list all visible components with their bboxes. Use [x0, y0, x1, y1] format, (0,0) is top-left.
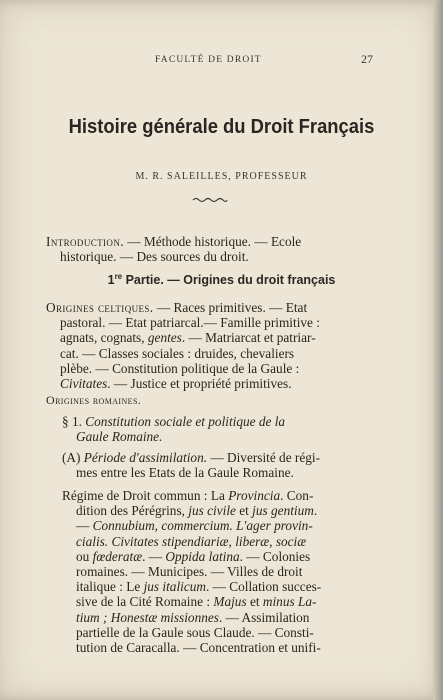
- origines-celtiques-label: Origines celtiques.: [46, 300, 154, 315]
- regime-line-10: partielle de la Gaule sous Claude. — Consti-: [76, 624, 314, 640]
- origines-romaines-heading: [46, 392, 141, 408]
- regime-line-7: italique : Le jus italicum. — Collation succes-: [76, 579, 322, 595]
- regime-line-11: tution de Caracalla. — Concentration et unifi-: [76, 640, 321, 656]
- celtiques-line-5: plèbe. — Constitution politique de la Gaule :: [60, 360, 300, 376]
- regime-line-2: dition des Pérégrins, jus civile et jus gentium.: [76, 503, 318, 519]
- celtiques-line-1: — Races primitives. — Etat: [153, 300, 308, 315]
- section-title-line-1: Constitution sociale et politique de la: [81, 414, 286, 429]
- periode-title: Période d'assimilation.: [80, 450, 208, 465]
- ornament-divider-icon: [192, 196, 228, 204]
- introduction-label: Introduction.: [46, 234, 124, 249]
- origines-celtiques-paragraph: [46, 300, 386, 391]
- introduction-paragraph: [46, 234, 386, 264]
- part-superscript: re: [114, 272, 123, 281]
- regime-paragraph: [62, 488, 382, 655]
- origines-romaines-label: Origines romaines.: [46, 393, 142, 407]
- section-1-heading: [62, 414, 382, 444]
- regime-line-1: Régime de Droit commun : La Provincia. Con-: [62, 488, 314, 503]
- periode-marker: (A): [62, 450, 81, 465]
- regime-line-5: ou fœderatæ. — Oppida latina. — Colonies: [76, 548, 311, 564]
- celtiques-line-4: cat. — Classes sociales : druides, chevaliers: [60, 345, 295, 361]
- celtiques-line-3: agnats, cognats, gentes. — Matriarcat et patriar-: [60, 330, 316, 346]
- section-number: § 1.: [62, 414, 82, 429]
- periode-paragraph: [62, 450, 382, 480]
- page-gutter: [433, 0, 443, 700]
- author-line: M. R. SALEILLES, PROFESSEUR: [135, 171, 308, 182]
- regime-line-3: — Connubium, commercium. L'ager provin-: [76, 518, 313, 534]
- section-title-line-2: Gaule Romaine.: [76, 429, 163, 445]
- celtiques-line-2: pastoral. — Etat patriarcal.— Famille primitive :: [60, 315, 320, 331]
- regime-line-8: sive de la Cité Romaine : Majus et minus La-: [76, 594, 317, 610]
- celtiques-line-6: Civitates. — Justice et propriété primitives.: [60, 376, 292, 392]
- periode-line-1: — Diversité de régi-: [207, 450, 321, 465]
- page-number: 27: [361, 52, 373, 66]
- regime-line-6: romaines. — Municipes. — Villes de droit: [76, 564, 303, 580]
- part-heading: [0, 272, 443, 287]
- periode-line-2: mes entre les Etats de la Gaule Romaine.: [76, 465, 294, 481]
- regime-line-9: tium ; Honestæ missionnes. — Assimilation: [76, 609, 310, 625]
- part-heading-text: Partie. — Origines du droit français: [122, 273, 336, 288]
- introduction-line-1: — Méthode historique. — Ecole: [123, 234, 302, 249]
- introduction-line-2: historique. — Des sources du droit.: [60, 249, 249, 265]
- running-head: FACULTÉ DE DROIT: [155, 55, 262, 65]
- regime-line-4: cialis. Civitates stipendiariæ, liberæ, sociæ: [76, 533, 307, 549]
- page-title: Histoire générale du Droit Français: [68, 116, 375, 138]
- part-number: 1: [107, 273, 115, 288]
